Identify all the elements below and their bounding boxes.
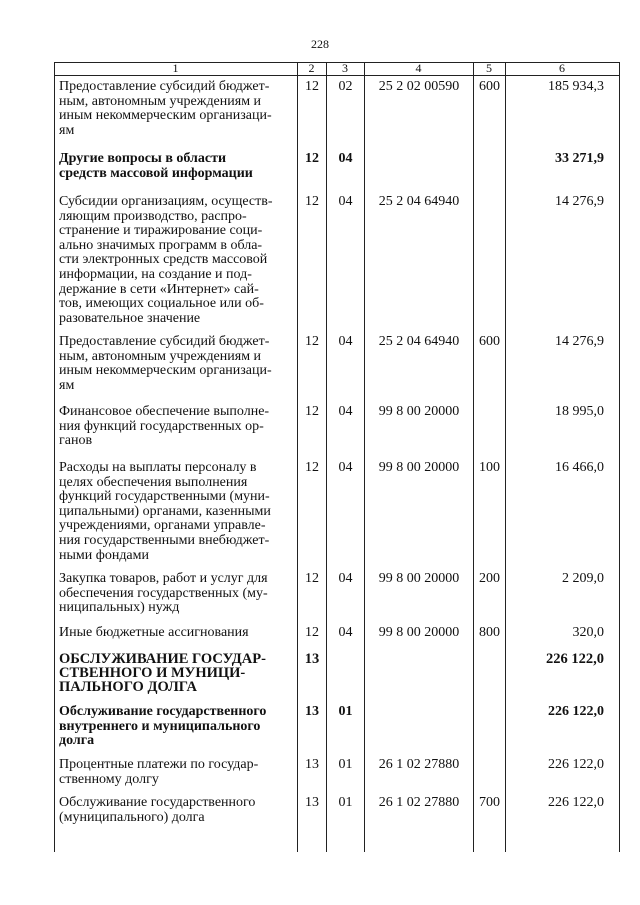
- row-subsection: 01: [338, 704, 353, 719]
- row-name: Финансовое обеспечение выполне- ния функций государственных ор- ганов: [59, 404, 270, 449]
- row-target-article: 26 1 02 27880: [378, 795, 460, 810]
- row-name: Иные бюджетные ассигнования: [59, 625, 249, 640]
- row-section: 12: [305, 571, 319, 586]
- row-amount: 16 466,0: [555, 460, 604, 475]
- row-amount: 226 122,0: [548, 757, 604, 772]
- row-section: 13: [305, 704, 319, 719]
- row-subsection: 04: [338, 404, 353, 419]
- row-expense-type: 700: [479, 795, 500, 810]
- row-amount: 226 122,0: [546, 651, 604, 667]
- row-section: 12: [305, 460, 319, 475]
- row-subsection: 04: [338, 460, 353, 475]
- row-target-article: 25 2 02 00590: [378, 79, 460, 94]
- row-subsection: 02: [338, 79, 353, 94]
- row-name: Расходы на выплаты персоналу в целях обеспечения выполнения функций государственными (муни- ципальными) органами, казенными учреждениями, органами управле- ния государственными внебюджет- ными фондами: [59, 460, 271, 563]
- row-subsection: 01: [338, 795, 353, 810]
- row-subsection: 04: [338, 194, 353, 209]
- column-divider: [297, 62, 298, 852]
- row-name: Процентные платежи по государ- ственному долгу: [59, 757, 259, 787]
- column-header: 1: [172, 61, 179, 75]
- row-section: 12: [305, 194, 319, 209]
- column-header: 3: [342, 61, 348, 75]
- row-section: 12: [305, 334, 319, 349]
- row-target-article: 25 2 04 64940: [378, 334, 460, 349]
- row-amount: 14 276,9: [555, 334, 604, 349]
- row-target-article: 99 8 00 20000: [378, 571, 460, 586]
- row-expense-type: 200: [479, 571, 500, 586]
- row-name: Закупка товаров, работ и услуг для обеспечения государственных (му- ниципальных) нужд: [59, 571, 268, 616]
- row-section: 13: [305, 795, 319, 810]
- row-section: 13: [305, 757, 319, 772]
- row-target-article: 26 1 02 27880: [378, 757, 460, 772]
- column-divider: [326, 62, 327, 852]
- column-header: 4: [415, 61, 422, 75]
- row-subsection: 01: [338, 757, 353, 772]
- row-name: Другие вопросы в области средств массовой информации: [59, 151, 253, 181]
- row-amount: 2 209,0: [562, 571, 604, 586]
- page-number: 228: [311, 37, 329, 51]
- row-subsection: 04: [338, 625, 353, 640]
- row-name: Субсидии организациям, осуществ- ляющим производство, распро- странение и тиражирование соци- ально значимых программ в обла- сти электронных средств массовой информации, на создание и под- держание в сети «Интернет» сай- тов, имеющих социальное или об- разовательное значение: [59, 194, 273, 326]
- row-amount: 14 276,9: [555, 194, 604, 209]
- column-header: 6: [559, 61, 565, 75]
- row-section: 12: [305, 625, 319, 640]
- budget-table: [54, 62, 620, 852]
- row-subsection: 04: [338, 334, 353, 349]
- row-subsection: 04: [338, 151, 353, 166]
- row-name: Обслуживание государственного внутреннего и муниципального долга: [59, 704, 267, 749]
- row-expense-type: 600: [479, 79, 500, 94]
- row-subsection: 04: [338, 571, 353, 586]
- row-expense-type: 600: [479, 334, 500, 349]
- column-header: 2: [308, 61, 315, 75]
- row-name: Предоставление субсидий бюджет- ным, автономным учреждениям и иным некоммерческим организаци- ям: [59, 79, 272, 138]
- row-expense-type: 100: [479, 460, 500, 475]
- row-name: ОБСЛУЖИВАНИЕ ГОСУДАР- СТВЕННОГО И МУНИЦИ- ПАЛЬНОГО ДОЛГА: [59, 651, 266, 695]
- row-target-article: 99 8 00 20000: [378, 404, 460, 419]
- column-divider: [619, 62, 620, 852]
- row-section: 12: [305, 79, 319, 94]
- row-section: 12: [305, 404, 319, 419]
- row-section: 13: [304, 651, 320, 667]
- table-header-row: [54, 63, 620, 75]
- row-amount: 226 122,0: [548, 704, 604, 719]
- column-header: 5: [486, 61, 492, 75]
- row-target-article: 25 2 04 64940: [378, 194, 460, 209]
- row-amount: 320,0: [572, 625, 604, 640]
- row-target-article: 99 8 00 20000: [378, 625, 460, 640]
- row-target-article: 99 8 00 20000: [378, 460, 460, 475]
- row-amount: 226 122,0: [548, 795, 604, 810]
- row-expense-type: 800: [479, 625, 500, 640]
- row-amount: 18 995,0: [555, 404, 604, 419]
- column-divider: [473, 62, 474, 852]
- row-name: Обслуживание государственного (муниципального) долга: [59, 795, 256, 825]
- row-amount: 185 934,3: [548, 79, 604, 94]
- header-bottom-border: [54, 75, 620, 76]
- row-name: Предоставление субсидий бюджет- ным, автономным учреждениям и иным некоммерческим организаци- ям: [59, 334, 272, 393]
- row-section: 12: [305, 151, 319, 166]
- row-amount: 33 271,9: [555, 151, 604, 166]
- column-divider: [364, 62, 365, 852]
- column-divider: [54, 62, 55, 852]
- column-divider: [505, 62, 506, 852]
